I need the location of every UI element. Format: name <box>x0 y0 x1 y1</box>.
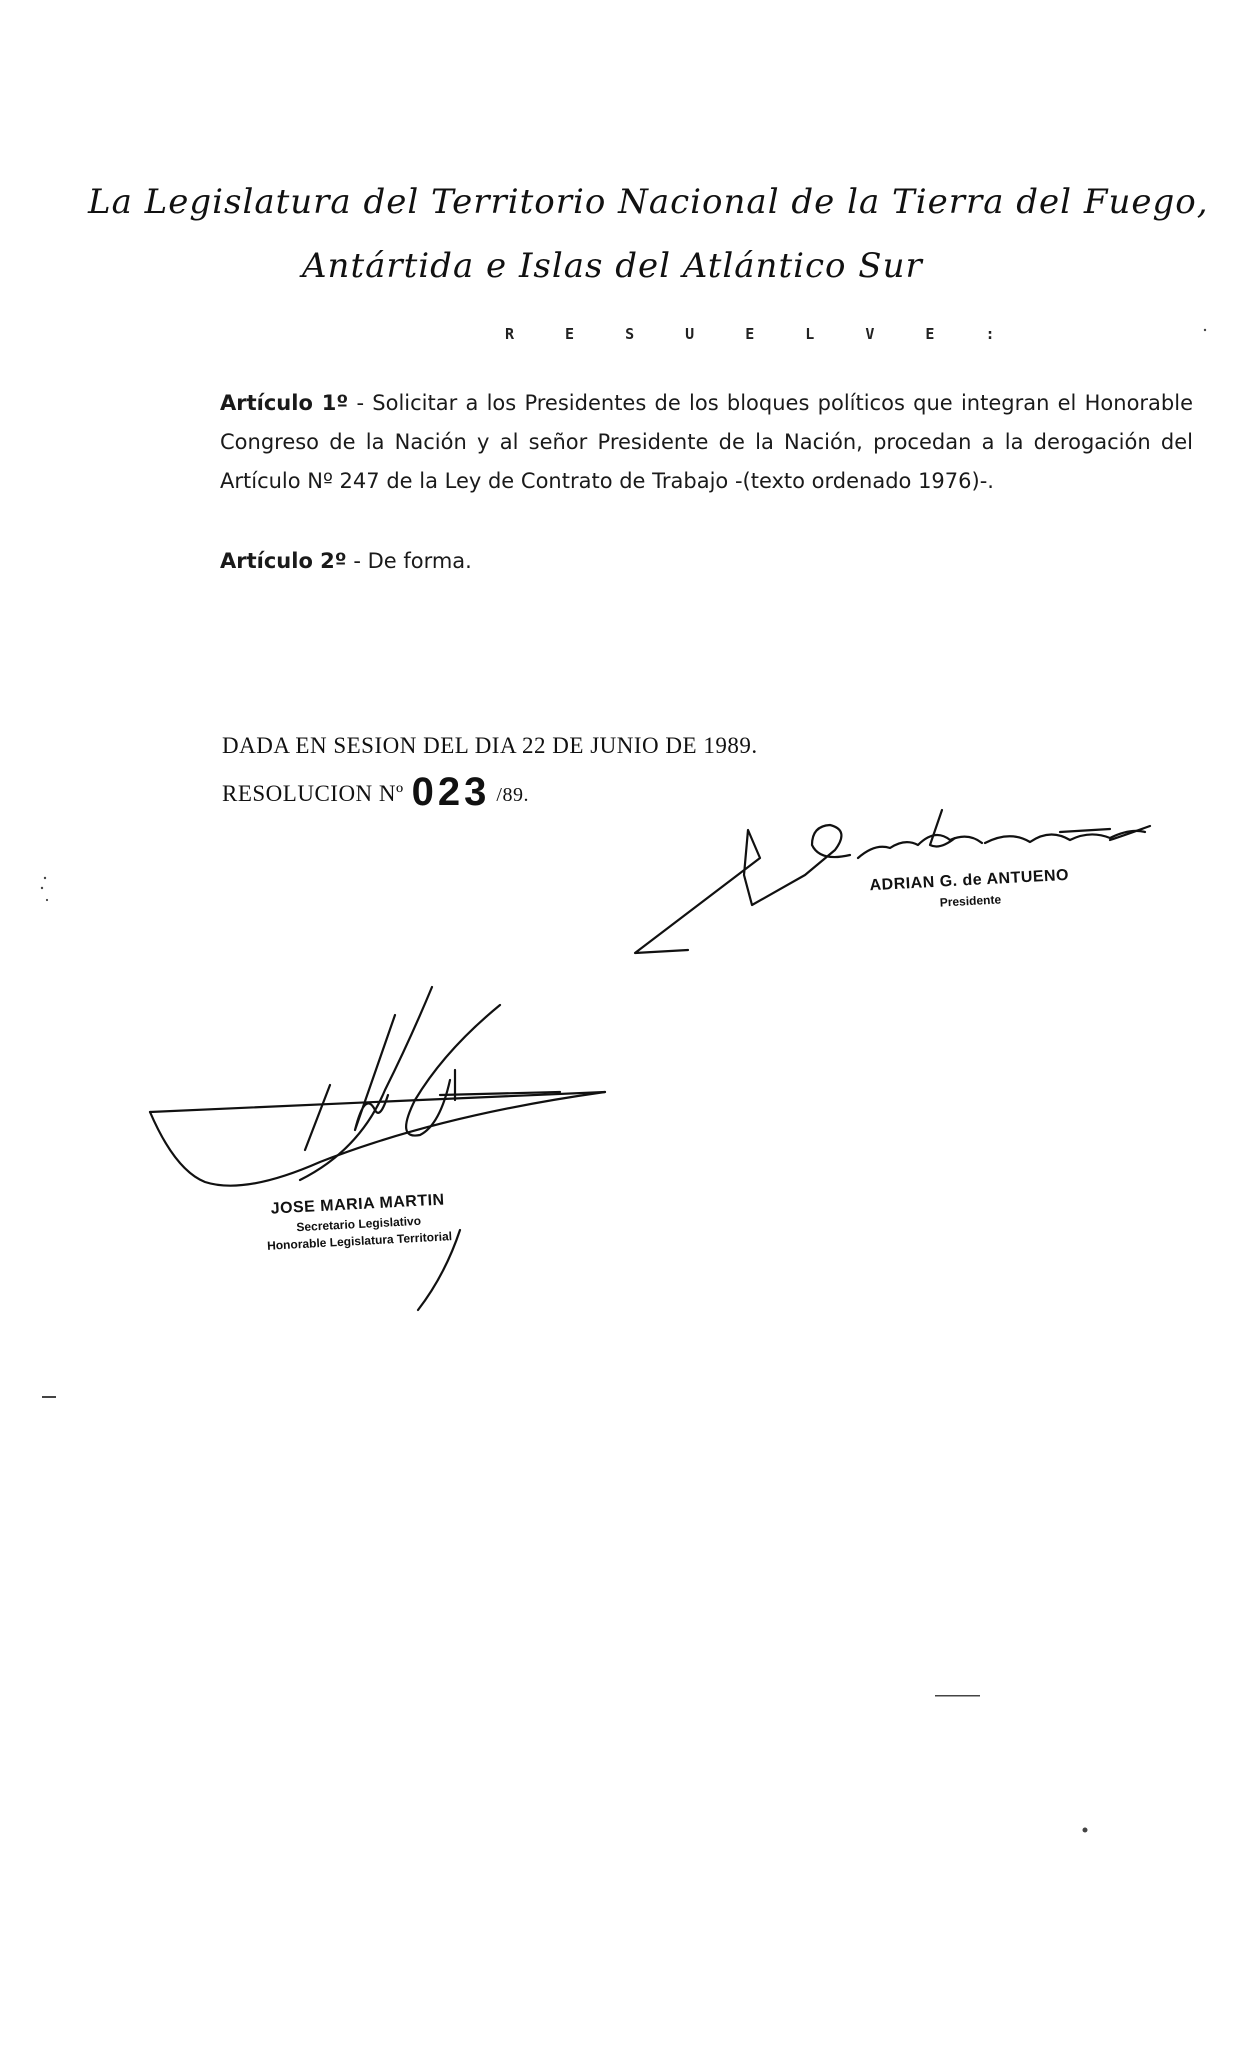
article-2-label: Artículo 2º <box>220 549 347 573</box>
signatory-stamp-antueno <box>869 867 1070 913</box>
resolution-number: 023 <box>411 770 491 814</box>
signature-martin <box>150 987 605 1310</box>
article-2-text: - De forma. <box>346 549 472 573</box>
signatory-stamp-martin <box>265 1191 453 1253</box>
signatory-role: Presidente <box>939 892 1002 910</box>
article-1 <box>220 384 1193 501</box>
resolution-prefix: RESOLUCION Nº <box>222 781 404 806</box>
header-title-line-2: Antártida e Islas del Atlántico Sur <box>302 246 923 286</box>
resolution-year: /89. <box>496 784 529 806</box>
signatory-name: ADRIAN G. de ANTUENO <box>869 866 1070 895</box>
signatory-name: JOSE MARIA MARTIN <box>270 1191 446 1218</box>
session-date-line: DADA EN SESION DEL DIA 22 DE JUNIO DE 1989. <box>222 733 758 758</box>
signatory-organization: Honorable Legislatura Territorial <box>266 1229 453 1253</box>
resolution-number-line <box>222 770 529 815</box>
article-2 <box>220 542 1193 581</box>
resuelve-heading: R E S U E L V E : <box>505 325 1016 343</box>
header-title-line-1: La Legislatura del Territorio Nacional de la Tierra del Fuego, <box>88 182 1209 222</box>
signatory-role: Secretario Legislativo <box>296 1213 422 1235</box>
article-1-label: Artículo 1º <box>220 391 349 415</box>
article-1-text: - Solicitar a los Presidentes de los bloques políticos que integran el Honorable Congreso de la Nación y al señor Presidente de la Nación, procedan a la derogación del Artículo Nº 247 de la Ley de Contrato de Trabajo -(texto ordenado 1976)-. <box>220 391 1194 493</box>
